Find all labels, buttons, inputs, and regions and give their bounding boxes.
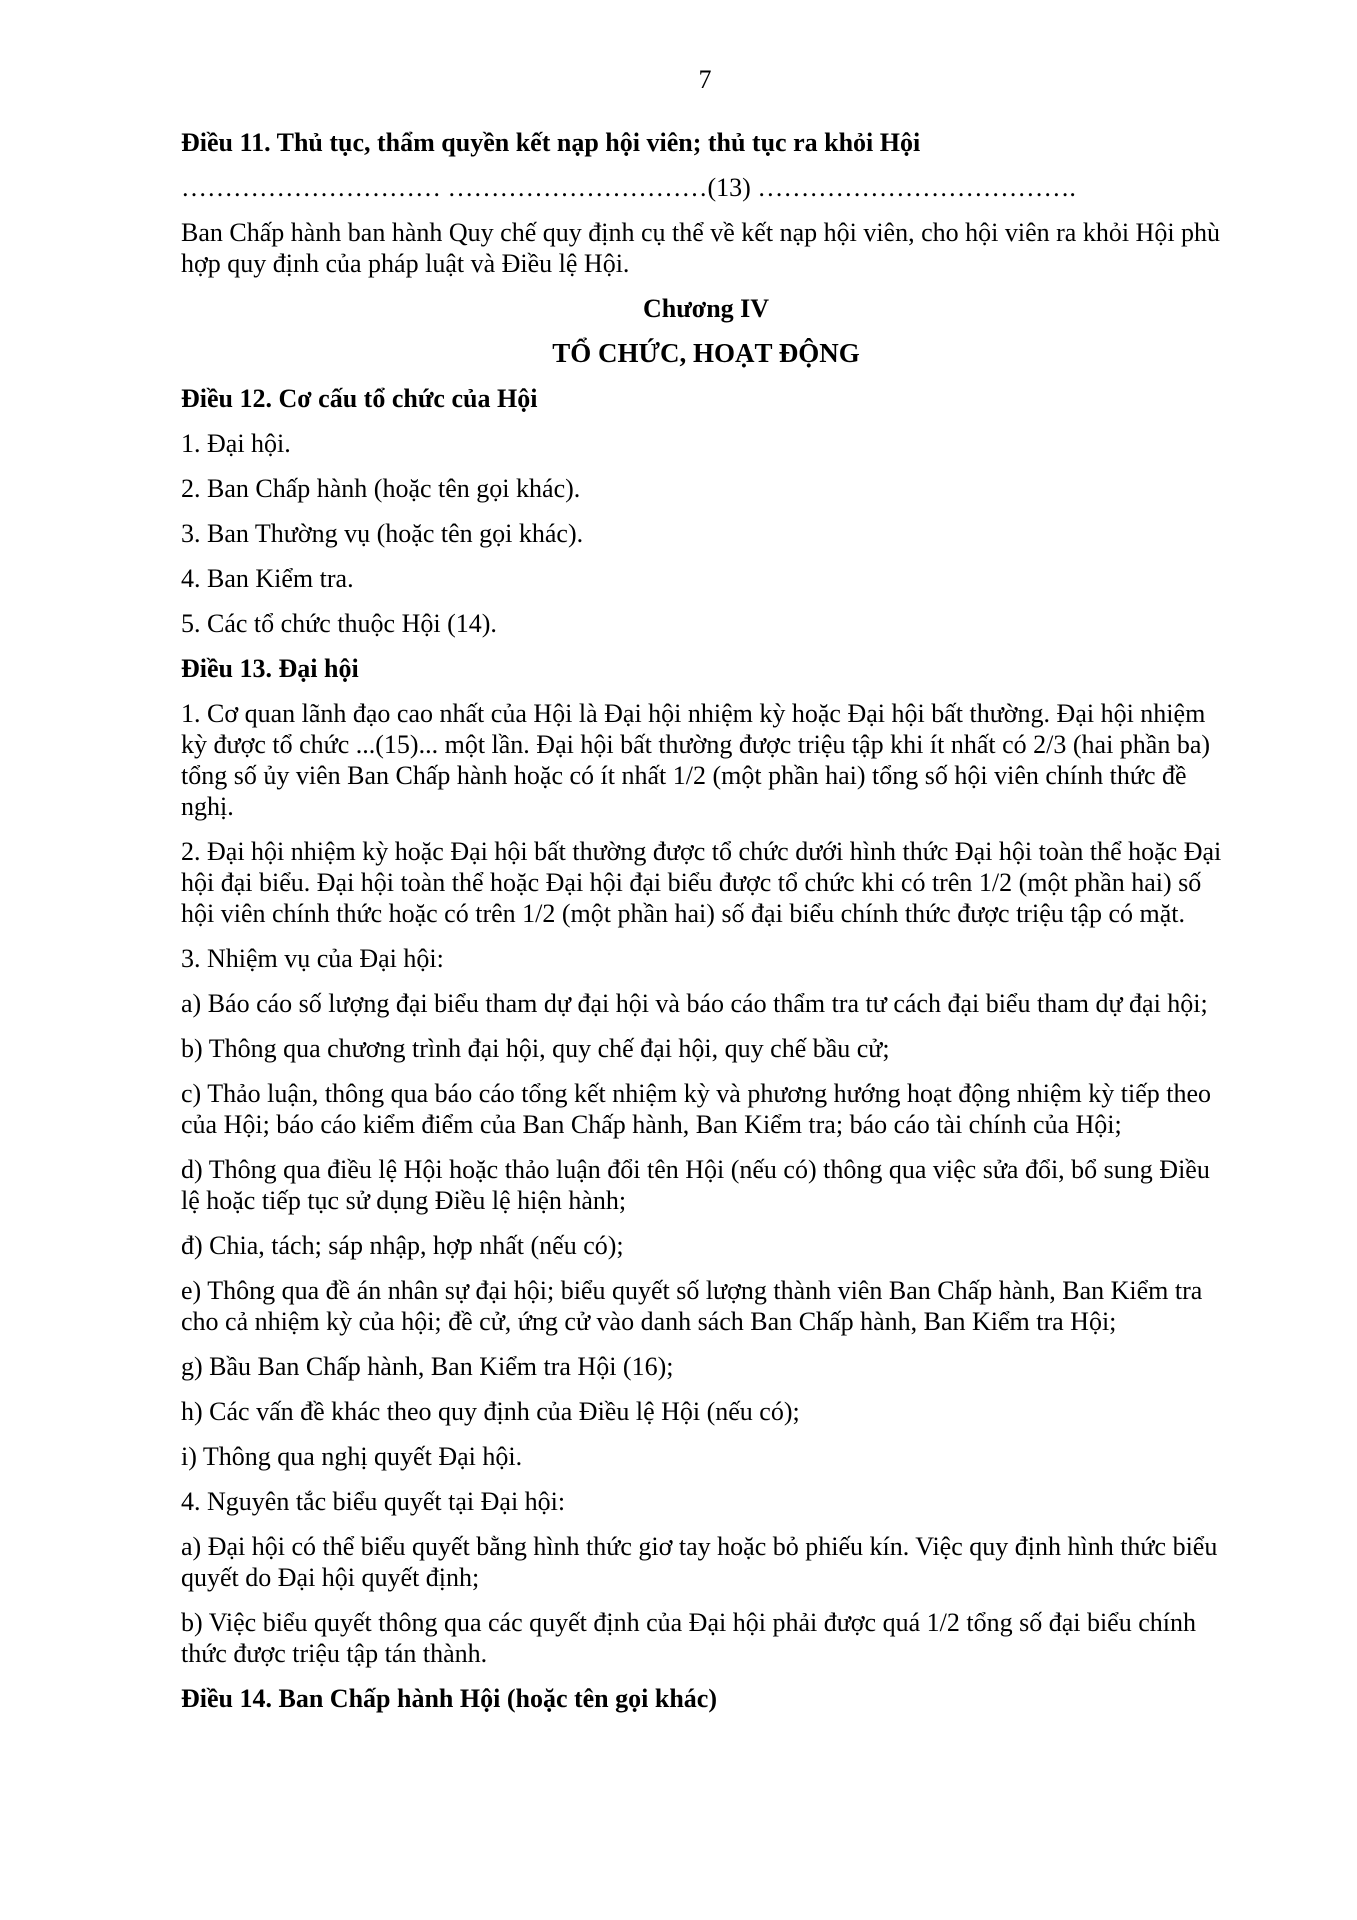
article-11-title: Điều 11. Thủ tục, thẩm quyền kết nạp hội viên; thủ tục ra khỏi Hội [181,128,921,157]
article-13-paragraph: 3. Nhiệm vụ của Đại hội: [181,944,444,973]
article-13-paragraph: c) Thảo luận, thông qua báo cáo tổng kết nhiệm kỳ và phương hướng hoạt động nhiệm kỳ tiếp theo của Hội; báo cáo kiểm điểm của Ban Chấp hành, Ban Kiểm tra; báo cáo tài chính của Hội; [181,1079,1211,1139]
article-13-title: Điều 13. Đại hội [181,654,359,683]
article-13-paragraph: b) Việc biểu quyết thông qua các quyết định của Đại hội phải được quá 1/2 tổng số đại biểu chính thức được triệu tập tán thành. [181,1608,1196,1668]
article-13-paragraph: 4. Nguyên tắc biểu quyết tại Đại hội: [181,1487,566,1516]
article-12-title: Điều 12. Cơ cấu tổ chức của Hội [181,384,538,413]
article-13-paragraph: e) Thông qua đề án nhân sự đại hội; biểu quyết số lượng thành viên Ban Chấp hành, Ban Kiểm tra cho cả nhiệm kỳ của hội; đề cử, ứng cử vào danh sách Ban Chấp hành, Ban Kiểm tra Hội; [181,1276,1203,1336]
article-12-item: 5. Các tổ chức thuộc Hội (14). [181,609,497,638]
article-12-item: 4. Ban Kiểm tra. [181,564,354,593]
article-13-paragraph: a) Báo cáo số lượng đại biểu tham dự đại hội và báo cáo thẩm tra tư cách đại biểu tham dự đại hội; [181,989,1208,1018]
article-13-paragraph: h) Các vấn đề khác theo quy định của Điều lệ Hội (nếu có); [181,1397,800,1426]
chapter-label: Chương IV [642,294,770,323]
chapter-title: TỔ CHỨC, HOẠT ĐỘNG [552,338,860,368]
article-12-item: 2. Ban Chấp hành (hoặc tên gọi khác). [181,474,581,503]
article-11-dots-line: ………………………… …………………………(13) ………………………………. [181,173,1076,202]
article-12-item: 3. Ban Thường vụ (hoặc tên gọi khác). [181,519,584,548]
article-13-paragraph: 2. Đại hội nhiệm kỳ hoặc Đại hội bất thường được tổ chức dưới hình thức Đại hội toàn thể hoặc Đại hội đại biểu. Đại hội toàn thể hoặc Đại hội đại biểu được tổ chức khi có trên 1/2 (một phần hai) số hội viên chính thức hoặc có trên 1/2 (một phần hai) số đại biểu chính thức được triệu tập có mặt. [181,837,1222,928]
article-12-item: 1. Đại hội. [181,429,291,458]
article-13-paragraph: 1. Cơ quan lãnh đạo cao nhất của Hội là Đại hội nhiệm kỳ hoặc Đại hội bất thường. Đại hội nhiệm kỳ được tổ chức ...(15)... một lần. Đại hội bất thường được triệu tập khi ít nhất có 2/3 (hai phần ba) tổng số ủy viên Ban Chấp hành hoặc có ít nhất 1/2 (một phần hai) tổng số hội viên chính thức đề nghị. [181,699,1211,821]
article-13-paragraph: d) Thông qua điều lệ Hội hoặc thảo luận đổi tên Hội (nếu có) thông qua việc sửa đổi, bổ sung Điều lệ hoặc tiếp tục sử dụng Điều lệ hiện hành; [181,1155,1210,1215]
article-13-paragraph: g) Bầu Ban Chấp hành, Ban Kiểm tra Hội (16); [181,1352,674,1381]
article-11-body: Ban Chấp hành ban hành Quy chế quy định cụ thể về kết nạp hội viên, cho hội viên ra khỏi Hội phù hợp quy định của pháp luật và Điều lệ Hội. [181,218,1221,278]
article-14-title: Điều 14. Ban Chấp hành Hội (hoặc tên gọi khác) [181,1684,717,1713]
article-13-paragraph: i) Thông qua nghị quyết Đại hội. [181,1442,523,1471]
page-number: 7 [698,65,712,94]
article-13-paragraph: đ) Chia, tách; sáp nhập, hợp nhất (nếu có); [181,1231,624,1260]
document-body [181,127,1231,1728]
article-13-paragraph: b) Thông qua chương trình đại hội, quy chế đại hội, quy chế bầu cử; [181,1034,890,1063]
article-13-paragraph: a) Đại hội có thể biểu quyết bằng hình thức giơ tay hoặc bỏ phiếu kín. Việc quy định hình thức biểu quyết do Đại hội quyết định; [181,1532,1218,1592]
